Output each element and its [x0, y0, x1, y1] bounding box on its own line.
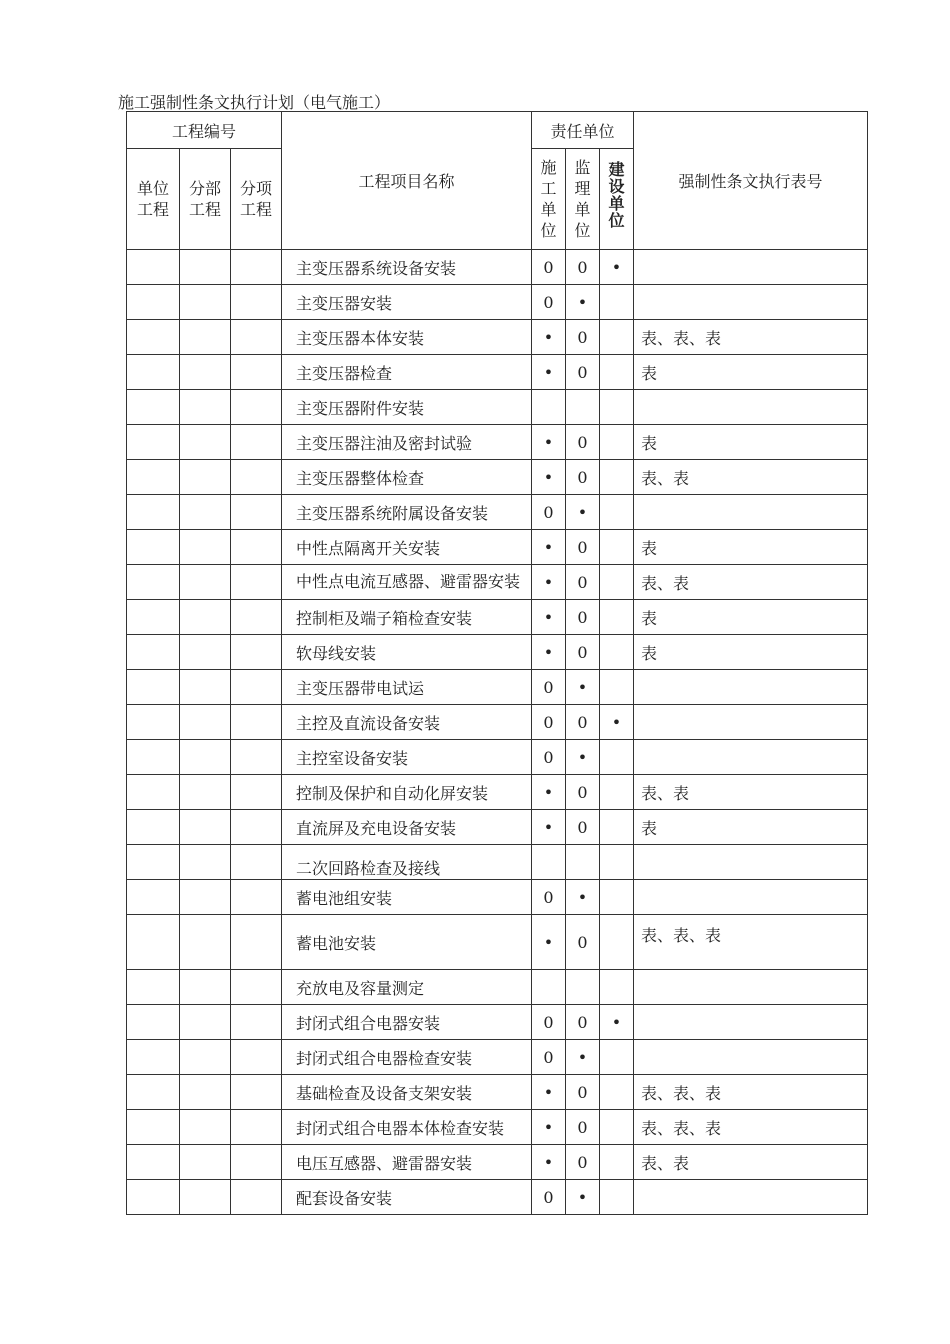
unit-project-cell — [127, 460, 180, 495]
table-row — [127, 1180, 868, 1215]
owner-mark-cell — [600, 845, 634, 880]
construction-mark-cell: 0 — [532, 880, 566, 915]
unit-project-cell — [127, 1180, 180, 1215]
form-no-cell — [634, 1040, 868, 1075]
form-no-cell: 表 — [634, 810, 868, 845]
sub-project-cell — [180, 670, 231, 705]
form-no-cell — [634, 880, 868, 915]
item-project-cell — [231, 390, 282, 425]
construction-mark-cell: • — [532, 320, 566, 355]
item-project-cell — [231, 250, 282, 285]
owner-mark-cell — [600, 635, 634, 670]
construction-mark-cell: • — [532, 355, 566, 390]
table-row — [127, 915, 868, 970]
table-row — [127, 425, 868, 460]
form-no-cell — [634, 1005, 868, 1040]
table-row — [127, 1075, 868, 1110]
item-project-cell — [231, 845, 282, 880]
construction-mark-cell: • — [532, 460, 566, 495]
sub-project-header — [180, 149, 231, 250]
unit-project-cell — [127, 740, 180, 775]
project-name-cell: 主变压器检查 — [282, 355, 532, 390]
supervision-mark-cell: 0 — [566, 600, 600, 635]
sub-project-cell — [180, 600, 231, 635]
owner-mark-cell — [600, 775, 634, 810]
form-no-cell: 表、表 — [634, 775, 868, 810]
table-row — [127, 530, 868, 565]
item-project-header-line: 分项 — [239, 179, 272, 198]
unit-project-cell — [127, 565, 180, 600]
item-project-cell — [231, 670, 282, 705]
item-project-cell — [231, 1110, 282, 1145]
project-name-cell: 控制及保护和自动化屏安装 — [282, 775, 532, 810]
sub-project-cell — [180, 425, 231, 460]
supervision-mark-cell: 0 — [566, 705, 600, 740]
item-project-cell — [231, 460, 282, 495]
form-no-cell — [634, 845, 868, 880]
table-row — [127, 285, 868, 320]
supervision-unit-header — [566, 149, 600, 250]
supervision-unit-char: 单 — [574, 200, 591, 219]
table-row — [127, 250, 868, 285]
owner-mark-cell — [600, 1145, 634, 1180]
sub-project-cell — [180, 1005, 231, 1040]
form-no-cell: 表、表、表 — [634, 320, 868, 355]
form-no-cell: 表、表 — [634, 1145, 868, 1180]
unit-project-cell — [127, 600, 180, 635]
unit-project-cell — [127, 530, 180, 565]
project-name-cell: 基础检查及设备支架安装 — [282, 1075, 532, 1110]
table-row — [127, 1005, 868, 1040]
form-no-cell — [634, 1180, 868, 1215]
supervision-mark-cell: 0 — [566, 1145, 600, 1180]
sub-project-cell — [180, 390, 231, 425]
table-row — [127, 495, 868, 530]
item-project-cell — [231, 915, 282, 970]
owner-mark-cell: • — [600, 705, 634, 740]
sub-project-cell — [180, 1145, 231, 1180]
unit-project-cell — [127, 1040, 180, 1075]
sub-project-header-line: 分部 — [188, 179, 221, 198]
sub-project-cell — [180, 1180, 231, 1215]
unit-project-cell — [127, 670, 180, 705]
item-project-cell — [231, 880, 282, 915]
unit-project-cell — [127, 285, 180, 320]
construction-mark-cell — [532, 845, 566, 880]
supervision-mark-cell: 0 — [566, 425, 600, 460]
construction-mark-cell: 0 — [532, 1180, 566, 1215]
sub-project-cell — [180, 1040, 231, 1075]
table-row — [127, 740, 868, 775]
unit-project-cell — [127, 635, 180, 670]
sub-project-cell — [180, 740, 231, 775]
owner-mark-cell — [600, 390, 634, 425]
supervision-mark-cell: • — [566, 880, 600, 915]
form-no-cell — [634, 495, 868, 530]
project-name-cell: 中性点隔离开关安装 — [282, 530, 532, 565]
table-row — [127, 1110, 868, 1145]
unit-project-cell — [127, 810, 180, 845]
sub-project-cell — [180, 320, 231, 355]
form-no-cell: 表、表、表 — [634, 1110, 868, 1145]
item-project-cell — [231, 565, 282, 600]
table-row — [127, 775, 868, 810]
supervision-mark-cell — [566, 970, 600, 1005]
table-row — [127, 705, 868, 740]
supervision-mark-cell: • — [566, 740, 600, 775]
project-name-cell: 主变压器带电试运 — [282, 670, 532, 705]
table-row — [127, 670, 868, 705]
supervision-mark-cell: • — [566, 495, 600, 530]
construction-unit-char: 施 — [540, 158, 557, 177]
unit-project-cell — [127, 1075, 180, 1110]
supervision-mark-cell: 0 — [566, 915, 600, 970]
table-row — [127, 810, 868, 845]
sub-project-cell — [180, 880, 231, 915]
unit-project-cell — [127, 355, 180, 390]
form-no-cell — [634, 705, 868, 740]
construction-mark-cell: 0 — [532, 495, 566, 530]
unit-project-cell — [127, 970, 180, 1005]
table-row — [127, 320, 868, 355]
owner-mark-cell — [600, 530, 634, 565]
unit-project-cell — [127, 915, 180, 970]
form-no-cell — [634, 670, 868, 705]
table-row — [127, 635, 868, 670]
form-no-cell: 表 — [634, 425, 868, 460]
owner-mark-cell — [600, 1180, 634, 1215]
unit-project-cell — [127, 250, 180, 285]
item-project-cell — [231, 810, 282, 845]
construction-mark-cell — [532, 970, 566, 1005]
form-no-cell — [634, 250, 868, 285]
owner-mark-cell — [600, 1110, 634, 1145]
sub-project-cell — [180, 565, 231, 600]
sub-project-cell — [180, 355, 231, 390]
item-project-cell — [231, 355, 282, 390]
item-project-cell — [231, 705, 282, 740]
form-no-cell — [634, 740, 868, 775]
supervision-mark-cell: 0 — [566, 565, 600, 600]
construction-mark-cell: • — [532, 1110, 566, 1145]
supervision-mark-cell: • — [566, 285, 600, 320]
sub-project-cell — [180, 775, 231, 810]
supervision-unit-char: 位 — [574, 221, 591, 240]
unit-project-cell — [127, 705, 180, 740]
project-name-cell: 蓄电池安装 — [282, 915, 532, 970]
supervision-mark-cell — [566, 845, 600, 880]
sub-project-cell — [180, 845, 231, 880]
project-name-cell: 主变压器系统附属设备安装 — [282, 495, 532, 530]
construction-mark-cell: • — [532, 530, 566, 565]
unit-project-cell — [127, 1005, 180, 1040]
construction-mark-cell: 0 — [532, 740, 566, 775]
item-project-cell — [231, 1145, 282, 1180]
supervision-unit-char: 监 — [574, 158, 591, 177]
form-no-cell: 表、表、表 — [634, 1075, 868, 1110]
item-project-cell — [231, 495, 282, 530]
sub-project-cell — [180, 970, 231, 1005]
construction-unit-header — [532, 149, 566, 250]
unit-project-header-line: 单位 — [136, 179, 169, 198]
supervision-mark-cell: 0 — [566, 320, 600, 355]
form-no-cell — [634, 970, 868, 1005]
owner-unit-char: 设 — [608, 177, 625, 196]
construction-mark-cell — [532, 390, 566, 425]
supervision-mark-cell: 0 — [566, 635, 600, 670]
sub-project-cell — [180, 460, 231, 495]
supervision-mark-cell: 0 — [566, 530, 600, 565]
item-project-cell — [231, 775, 282, 810]
supervision-mark-cell: • — [566, 670, 600, 705]
supervision-mark-cell: 0 — [566, 775, 600, 810]
construction-mark-cell: 0 — [532, 1040, 566, 1075]
construction-mark-cell: • — [532, 635, 566, 670]
item-project-cell — [231, 970, 282, 1005]
table-row — [127, 970, 868, 1005]
item-project-cell — [231, 425, 282, 460]
form-no-cell: 表、表、表 — [634, 915, 868, 970]
construction-mark-cell: • — [532, 775, 566, 810]
construction-unit-char: 工 — [540, 179, 557, 198]
table-row — [127, 880, 868, 915]
owner-mark-cell — [600, 740, 634, 775]
sub-project-cell — [180, 250, 231, 285]
sub-project-cell — [180, 1110, 231, 1145]
construction-mark-cell: 0 — [532, 285, 566, 320]
table-row — [127, 845, 868, 880]
construction-mark-cell: • — [532, 425, 566, 460]
owner-mark-cell — [600, 565, 634, 600]
page-title: 施工强制性条文执行计划（电气施工） — [118, 93, 391, 112]
owner-mark-cell — [600, 810, 634, 845]
construction-mark-cell: 0 — [532, 1005, 566, 1040]
project-name-cell: 控制柜及端子箱检查安装 — [282, 600, 532, 635]
owner-mark-cell — [600, 320, 634, 355]
construction-mark-cell: • — [532, 1075, 566, 1110]
item-project-cell — [231, 740, 282, 775]
supervision-mark-cell: 0 — [566, 460, 600, 495]
responsibility-header: 责任单位 — [532, 112, 634, 149]
owner-mark-cell — [600, 600, 634, 635]
project-name-cell: 主变压器本体安装 — [282, 320, 532, 355]
project-name-cell: 充放电及容量测定 — [282, 970, 532, 1005]
owner-mark-cell — [600, 1075, 634, 1110]
project-name-cell: 电压互感器、避雷器安装 — [282, 1145, 532, 1180]
sub-project-cell — [180, 285, 231, 320]
owner-mark-cell — [600, 355, 634, 390]
unit-project-cell — [127, 845, 180, 880]
supervision-mark-cell: 0 — [566, 355, 600, 390]
owner-mark-cell — [600, 1040, 634, 1075]
owner-mark-cell — [600, 460, 634, 495]
item-project-cell — [231, 1075, 282, 1110]
table-row — [127, 460, 868, 495]
table-row — [127, 1145, 868, 1180]
construction-mark-cell: 0 — [532, 250, 566, 285]
sub-project-cell — [180, 705, 231, 740]
construction-mark-cell: • — [532, 1145, 566, 1180]
item-project-cell — [231, 635, 282, 670]
owner-unit-char: 位 — [608, 211, 625, 230]
project-name-cell: 主变压器整体检查 — [282, 460, 532, 495]
form-no-header: 强制性条文执行表号 — [634, 112, 868, 250]
project-name-cell: 主控及直流设备安装 — [282, 705, 532, 740]
item-project-cell — [231, 1040, 282, 1075]
project-name-cell: 直流屏及充电设备安装 — [282, 810, 532, 845]
project-name-cell: 配套设备安装 — [282, 1180, 532, 1215]
construction-mark-cell: 0 — [532, 705, 566, 740]
owner-mark-cell — [600, 285, 634, 320]
owner-unit-header — [600, 149, 634, 250]
project-name-cell: 主变压器注油及密封试验 — [282, 425, 532, 460]
project-name-cell: 蓄电池组安装 — [282, 880, 532, 915]
sub-project-cell — [180, 915, 231, 970]
item-project-cell — [231, 320, 282, 355]
project-name-cell: 主控室设备安装 — [282, 740, 532, 775]
construction-mark-cell: 0 — [532, 670, 566, 705]
table-row — [127, 390, 868, 425]
supervision-mark-cell: 0 — [566, 810, 600, 845]
sub-project-cell — [180, 530, 231, 565]
construction-mark-cell: • — [532, 600, 566, 635]
unit-project-cell — [127, 775, 180, 810]
form-no-cell — [634, 285, 868, 320]
owner-mark-cell — [600, 880, 634, 915]
owner-mark-cell — [600, 670, 634, 705]
project-name-cell: 中性点电流互感器、避雷器安装 — [282, 565, 532, 600]
unit-project-cell — [127, 425, 180, 460]
sub-project-cell — [180, 495, 231, 530]
project-name-cell: 封闭式组合电器检查安装 — [282, 1040, 532, 1075]
form-no-cell: 表、表 — [634, 460, 868, 495]
supervision-mark-cell: • — [566, 1040, 600, 1075]
supervision-mark-cell: 0 — [566, 250, 600, 285]
owner-mark-cell — [600, 495, 634, 530]
owner-mark-cell: • — [600, 250, 634, 285]
item-project-header — [231, 149, 282, 250]
item-project-cell — [231, 1180, 282, 1215]
sub-project-cell — [180, 635, 231, 670]
sub-project-cell — [180, 810, 231, 845]
table-row — [127, 600, 868, 635]
unit-project-header-line: 工程 — [136, 200, 169, 219]
unit-project-cell — [127, 1110, 180, 1145]
unit-project-cell — [127, 495, 180, 530]
form-no-cell: 表、表 — [634, 565, 868, 600]
supervision-mark-cell: 0 — [566, 1005, 600, 1040]
supervision-unit-char: 理 — [574, 179, 591, 198]
project-name-cell: 主变压器附件安装 — [282, 390, 532, 425]
item-project-cell — [231, 285, 282, 320]
unit-project-cell — [127, 390, 180, 425]
unit-project-header — [127, 149, 180, 250]
construction-unit-char: 位 — [540, 221, 557, 240]
construction-mark-cell: • — [532, 915, 566, 970]
item-project-cell — [231, 1005, 282, 1040]
owner-unit-char: 建 — [608, 160, 625, 179]
item-project-header-line: 工程 — [239, 200, 272, 219]
owner-unit-char: 单 — [608, 194, 625, 213]
sub-project-header-line: 工程 — [188, 200, 221, 219]
form-no-cell — [634, 390, 868, 425]
item-project-cell — [231, 530, 282, 565]
project-name-cell: 封闭式组合电器安装 — [282, 1005, 532, 1040]
enforcement-plan-table — [126, 111, 868, 1215]
project-name-cell: 主变压器系统设备安装 — [282, 250, 532, 285]
project-name-cell: 软母线安装 — [282, 635, 532, 670]
owner-mark-cell: • — [600, 1005, 634, 1040]
supervision-mark-cell — [566, 390, 600, 425]
form-no-cell: 表 — [634, 530, 868, 565]
project-name-header: 工程项目名称 — [282, 112, 532, 250]
project-name-cell: 主变压器安装 — [282, 285, 532, 320]
supervision-mark-cell: • — [566, 1180, 600, 1215]
sub-project-cell — [180, 1075, 231, 1110]
project-code-header: 工程编号 — [127, 112, 282, 149]
construction-mark-cell: • — [532, 565, 566, 600]
form-no-cell: 表 — [634, 635, 868, 670]
form-no-cell: 表 — [634, 600, 868, 635]
owner-mark-cell — [600, 915, 634, 970]
construction-mark-cell: • — [532, 810, 566, 845]
construction-unit-char: 单 — [540, 200, 557, 219]
table-row — [127, 1040, 868, 1075]
unit-project-cell — [127, 1145, 180, 1180]
unit-project-cell — [127, 320, 180, 355]
supervision-mark-cell: 0 — [566, 1075, 600, 1110]
unit-project-cell — [127, 880, 180, 915]
owner-mark-cell — [600, 425, 634, 460]
form-no-cell: 表 — [634, 355, 868, 390]
header-row-1 — [127, 112, 868, 149]
project-name-cell: 封闭式组合电器本体检查安装 — [282, 1110, 532, 1145]
project-name-cell: 二次回路检查及接线 — [282, 845, 532, 880]
table-row — [127, 355, 868, 390]
supervision-mark-cell: 0 — [566, 1110, 600, 1145]
table-row — [127, 565, 868, 600]
owner-mark-cell — [600, 970, 634, 1005]
item-project-cell — [231, 600, 282, 635]
